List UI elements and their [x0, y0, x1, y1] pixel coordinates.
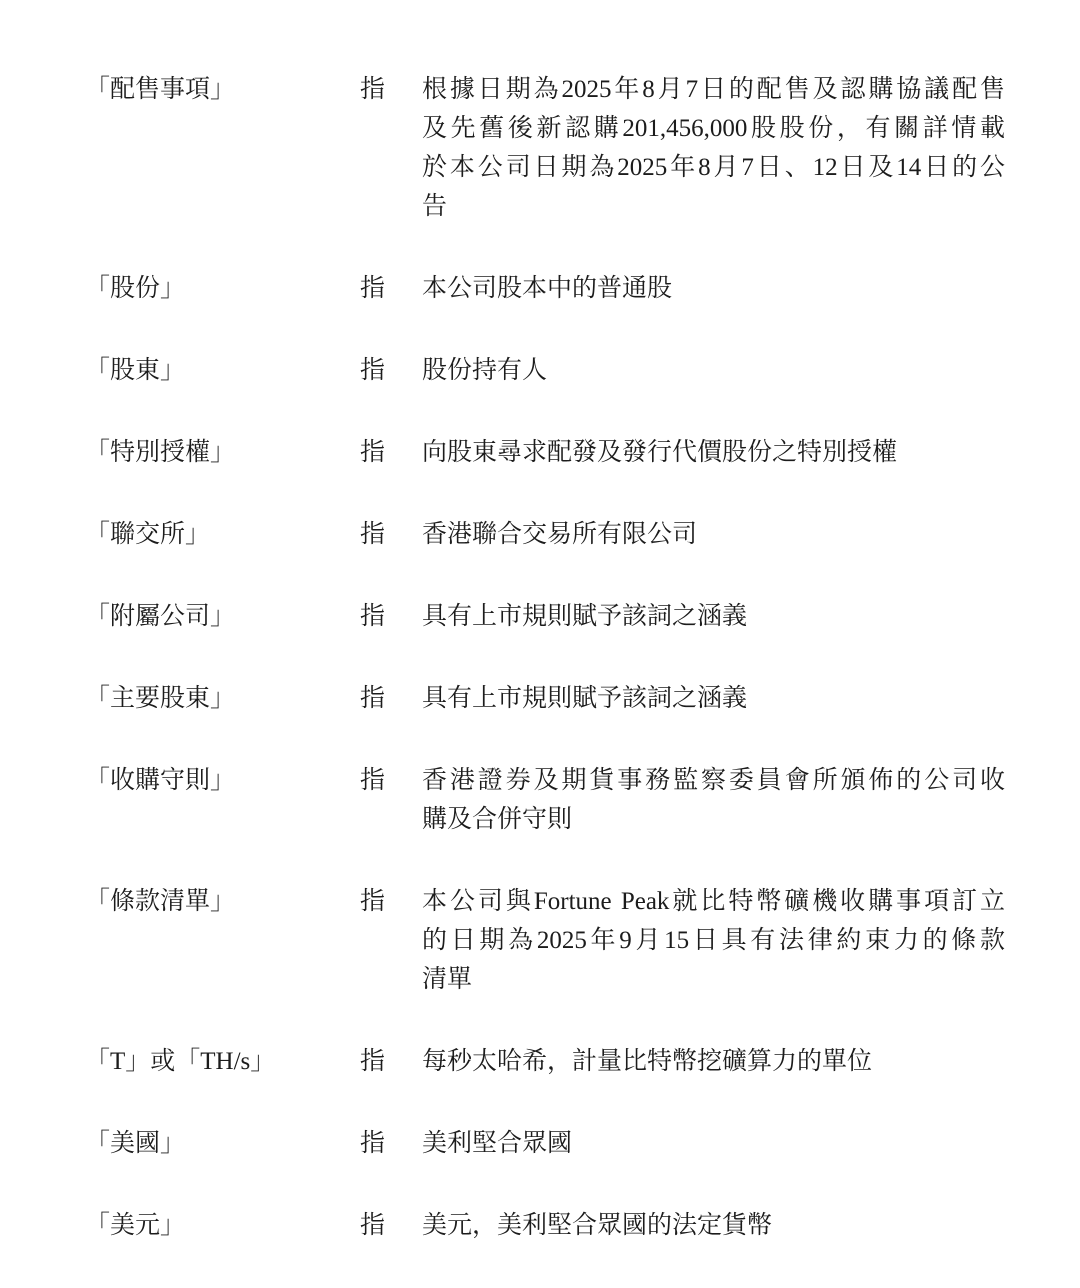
- definition-text: [422, 269, 1005, 308]
- definition-entry: [85, 1124, 1005, 1163]
- definition-line: 的日期為2025年9月15日具有法律約束力的條款: [422, 927, 1005, 954]
- definition-line: 告: [422, 193, 448, 220]
- definition-entry: [85, 882, 1005, 999]
- definition-line: 每秒太哈希，計量比特幣挖礦算力的單位: [422, 1048, 873, 1075]
- definition-line: 於本公司日期為2025年8月7日、12日及14日的公: [422, 154, 1005, 181]
- definition-line: 向股東尋求配發及發行代價股份之特別授權: [422, 439, 898, 466]
- refers-to-label: 指: [360, 603, 386, 630]
- definition-line: 香港聯合交易所有限公司: [422, 521, 698, 548]
- definitions-list: [85, 70, 1005, 1288]
- definition-entry: [85, 433, 1005, 472]
- definition-line: 美元，美利堅合眾國的法定貨幣: [422, 1212, 773, 1239]
- definition-line: 美利堅合眾國: [422, 1130, 573, 1157]
- refers-to-label: 指: [360, 685, 386, 712]
- definition-line: 本公司股本中的普通股: [422, 275, 673, 302]
- term-text: 「特別授權」: [85, 439, 236, 466]
- term-text: 「美國」: [85, 1130, 186, 1157]
- definition-line: 清單: [422, 966, 473, 993]
- definition-text: [422, 1124, 1005, 1163]
- refers-to-label: 指: [360, 439, 386, 466]
- definition-text: [422, 1206, 1005, 1245]
- refers-to-label: 指: [360, 357, 386, 384]
- definition-entry: [85, 679, 1005, 718]
- definition-entry: [85, 269, 1005, 308]
- definition-entry: [85, 1206, 1005, 1245]
- refers-to-label: 指: [360, 1212, 386, 1239]
- refers-to-label: 指: [360, 767, 386, 794]
- definition-line: 具有上市規則賦予該詞之涵義: [422, 603, 748, 630]
- refers-to-label: 指: [360, 275, 386, 302]
- definition-line: 具有上市規則賦予該詞之涵義: [422, 685, 748, 712]
- definition-line: 本公司與Fortune Peak就比特幣礦機收購事項訂立: [422, 888, 1005, 915]
- definition-text: [422, 433, 1005, 472]
- definition-text: [422, 761, 1005, 839]
- term-text: 「股份」: [85, 275, 186, 302]
- definition-text: [422, 597, 1005, 636]
- term-text: 「收購守則」: [85, 767, 236, 794]
- definition-entry: [85, 70, 1005, 226]
- refers-to-label: 指: [360, 1130, 386, 1157]
- definition-entry: [85, 515, 1005, 554]
- definition-text: [422, 515, 1005, 554]
- definition-text: [422, 1042, 1005, 1081]
- term-text: 「聯交所」: [85, 521, 211, 548]
- refers-to-label: 指: [360, 76, 386, 103]
- term-text: 「附屬公司」: [85, 603, 236, 630]
- definition-entry: [85, 351, 1005, 390]
- term-text: 「條款清單」: [85, 888, 236, 915]
- refers-to-label: 指: [360, 521, 386, 548]
- definition-line: 及先舊後新認購201,456,000股股份，有關詳情載: [422, 115, 1005, 142]
- definition-entry: [85, 761, 1005, 839]
- term-text: 「股東」: [85, 357, 186, 384]
- definition-text: [422, 70, 1005, 226]
- refers-to-label: 指: [360, 888, 386, 915]
- definition-text: [422, 679, 1005, 718]
- definition-line: 股份持有人: [422, 357, 548, 384]
- definition-entry: [85, 1042, 1005, 1081]
- definition-line: 根據日期為2025年8月7日的配售及認購協議配售: [422, 76, 1005, 103]
- term-text: 「美元」: [85, 1212, 186, 1239]
- definition-entry: [85, 597, 1005, 636]
- term-text: 「主要股東」: [85, 685, 236, 712]
- definition-text: [422, 882, 1005, 999]
- definition-line: 香港證券及期貨事務監察委員會所頒佈的公司收: [422, 767, 1005, 794]
- definition-line: 購及合併守則: [422, 806, 573, 833]
- term-text: 「配售事項」: [85, 76, 236, 103]
- refers-to-label: 指: [360, 1048, 386, 1075]
- definition-text: [422, 351, 1005, 390]
- term-text: 「T」或「TH/s」: [85, 1048, 276, 1075]
